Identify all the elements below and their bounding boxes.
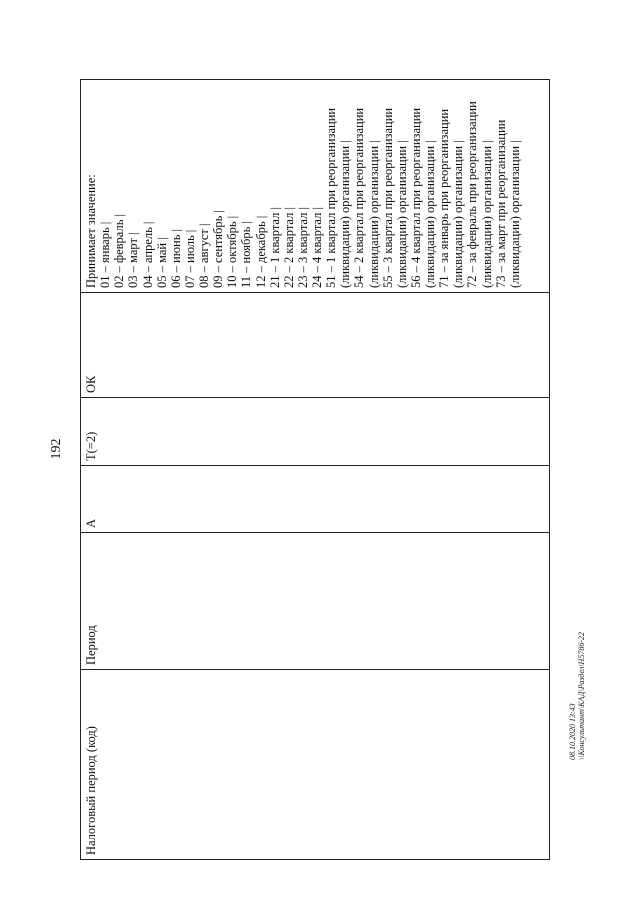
value-item: 06 – июнь | (168, 228, 183, 288)
type-label: Т(=2) (84, 431, 98, 461)
value-item: 03 – март | (126, 232, 141, 288)
cell-ok (81, 293, 550, 398)
field-name-label: Налоговый период (код) (84, 726, 98, 855)
value-item: 08 – август | (197, 223, 211, 288)
cell-a (81, 466, 550, 533)
tax-period-table (80, 79, 550, 860)
value-item: 12 – декабрь | (253, 215, 268, 288)
cell-period (81, 533, 550, 670)
table-row (81, 80, 550, 860)
value-item: (ликвидации) организации | (394, 140, 409, 288)
value-item: 56 – 4 квартал при реорганизации (408, 107, 423, 288)
cell-name (81, 670, 550, 860)
ok-label: ОК (84, 375, 98, 393)
values-list (98, 84, 522, 288)
value-item: 07 – июль | (182, 229, 197, 288)
value-item: 23 – 3 квартал | (295, 207, 310, 288)
value-item: 54 – 2 квартал при реорганизации (352, 107, 367, 288)
value-item: 72 – за февраль при реорганизации (465, 101, 480, 288)
value-item: 73 – за март при реорганизации (493, 119, 508, 288)
cell-values (81, 80, 550, 293)
value-item: (ликвидации) организации | (338, 140, 353, 288)
footer-stamp (568, 630, 598, 760)
value-item: 22 – 2 квартал | (281, 207, 296, 288)
value-item: 21 – 1 квартал | (267, 207, 282, 288)
value-item: 71 – за январь при реорганизации (437, 108, 452, 288)
value-item: 24 – 4 квартал | (310, 207, 324, 288)
value-item: 09 – сентябрь | (211, 210, 226, 288)
value-item: 05 – май | (154, 237, 169, 288)
rotated-table (80, 80, 550, 860)
period-label: Период (84, 625, 98, 665)
value-item: 51 – 1 квартал при реорганизации (324, 107, 339, 288)
attribute-a-label: А (84, 518, 98, 528)
values-header: Принимает значение: (84, 174, 98, 288)
value-item: (ликвидации) организации | (451, 140, 466, 288)
value-item: (ликвидации) организации | (479, 140, 494, 288)
page-number: 192 (49, 438, 64, 460)
cell-type (81, 398, 550, 466)
value-item: 10 – октябрь | (225, 215, 240, 288)
value-item: (ликвидации) организации | (423, 140, 437, 288)
footer-path: \\Консультант\КАД\Раздел\Н5786-22 (577, 632, 586, 760)
value-item: (ликвидации) организации | (366, 140, 381, 288)
value-item: 11 – ноябрь | (239, 221, 254, 288)
value-item: 04 – апрель | (140, 221, 155, 288)
value-item: 02 – февраль | (112, 213, 127, 288)
footer-date: 08.10.2020 13:43 (568, 703, 577, 760)
value-item: 01 – январь | (98, 221, 113, 288)
rotated-table-wrapper (80, 80, 550, 860)
value-item: 55 – 3 квартал при реорганизации (380, 107, 395, 288)
value-item: (ликвидации) организации | (507, 140, 522, 288)
